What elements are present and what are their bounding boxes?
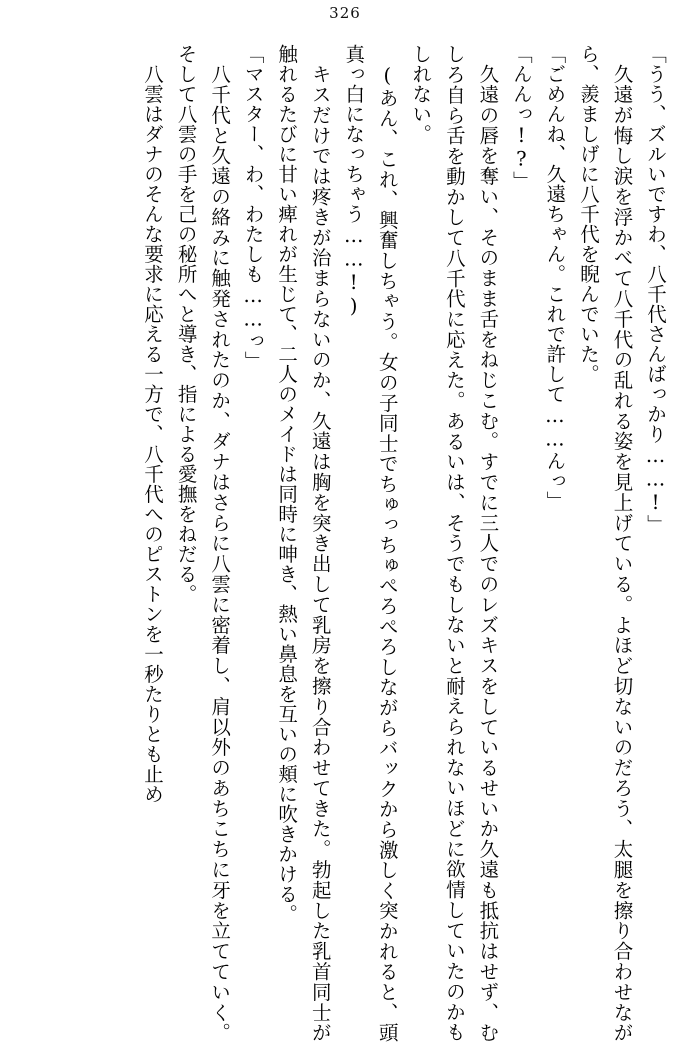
page-body-text [18, 44, 672, 1042]
paragraph: 八雲はダナのそんな要求に応える一方で、八千代へのピストンを一秒たりとも止め [141, 63, 165, 804]
paragraph: 「うう、ズルいですわ、八千代さんばっかり……!」 [644, 44, 667, 535]
paragraph: 八千代と久遠の絡みに触発されたのか、ダナはさらに八雲に密着し、肩以外のあちこちに牙を立てていく。そして八雲の手を己の秘所へと導き、指による愛撫をねだる。 [174, 44, 232, 1042]
paragraph: 久遠が悔し涙を浮かべて八千代の乱れる姿を見上げている。よほど切ないのだろう、太腿を擦り合わせながら、羨ましげに八千代を睨んでいた。 [576, 44, 634, 1042]
paragraph: 久遠の唇を奪い、そのまま舌をねじこむ。すでに三人でのレズキスをしているせいか久遠も抵抗はせず、むしろ自ら舌を動かして八千代に応えた。あるいは、そうでもしないと耐えられないほどに欲情していたのかもしれない。 [409, 44, 500, 1042]
paragraph: 「ごめんね、久遠ちゃん。これで許して……んっ」 [543, 44, 567, 511]
page-number: 326 [329, 4, 361, 22]
paragraph: キスだけでは疼きが治まらないのか、久遠は胸を突き出して乳房を擦り合わせてきた。勃起した乳首同士が触れるたびに甘い痺れが生じて、二人のメイドは同時に呻き、熱い鼻息を互いの頬に吹きかける。 [275, 44, 332, 1042]
paragraph: (あん、これ、興奮しちゃう。女の子同士でちゅっちゅぺろぺろしながらバックから激しく突かれると、頭真っ白になっちゃう……!) [342, 44, 399, 1042]
paragraph: 「んんっ!?」 [509, 44, 533, 191]
paragraph: 「マスター、わ、わたしも……っ」 [241, 44, 265, 371]
